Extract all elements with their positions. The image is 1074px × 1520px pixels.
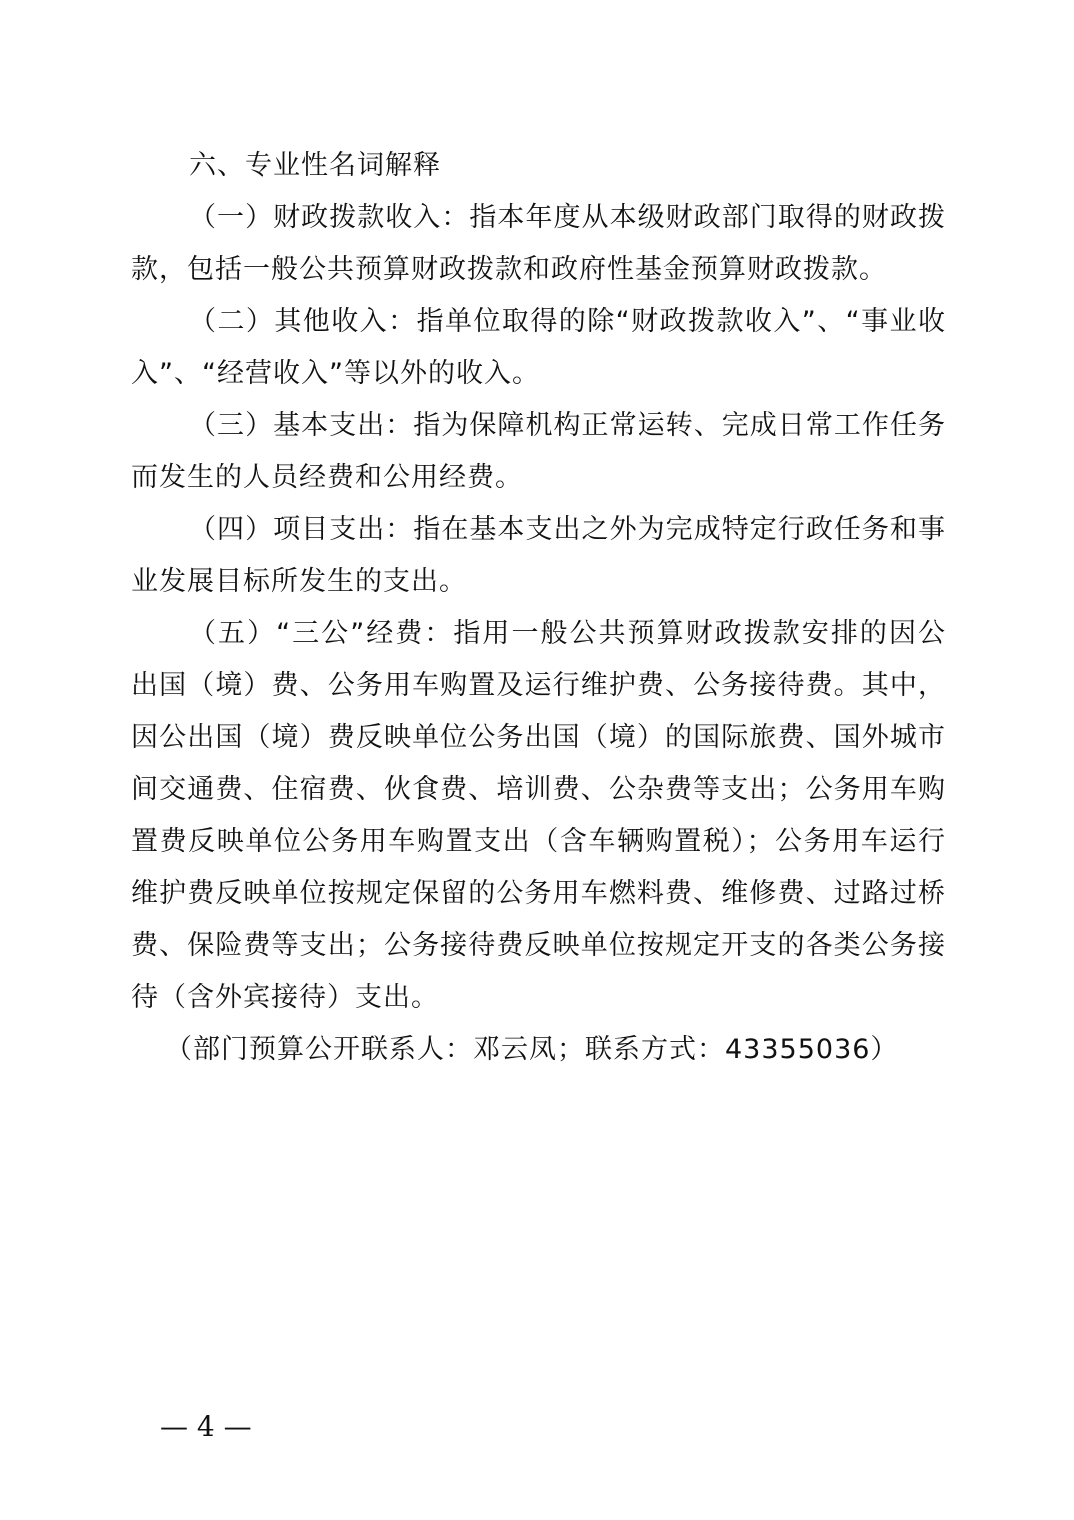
page-number: — 4 — xyxy=(160,1410,252,1443)
paragraph-fiscal-revenue: （一）财政拨款收入：指本年度从本级财政部门取得的财政拨款，包括一般公共预算财政拨款和政府性基金预算财政拨款。 xyxy=(131,202,946,285)
paragraph-basic-expenditure: （三）基本支出：指为保障机构正常运转、完成日常工作任务而发生的人员经费和公用经费。 xyxy=(131,410,946,493)
paragraph-project-expenditure: （四）项目支出：指在基本支出之外为完成特定行政任务和事业发展目标所发生的支出。 xyxy=(131,514,946,597)
paragraph-other-revenue: （二）其他收入：指单位取得的除“财政拨款收入”、“事业收入”、“经营收入”等以外的收入。 xyxy=(131,306,946,389)
section-heading: 六、专业性名词解释 xyxy=(189,150,441,181)
document-body xyxy=(131,140,946,1076)
contact-line: （部门预算公开联系人：邓云凤；联系方式：43355036） xyxy=(165,1034,899,1065)
paragraph-three-public-expenses: （五）“三公”经费：指用一般公共预算财政拨款安排的因公出国（境）费、公务用车购置及运行维护费、公务接待费。其中，因公出国（境）费反映单位公务出国（境）的国际旅费、国外城市间交通费、住宿费、伙食费、培训费、公杂费等支出；公务用车购置费反映单位公务用车购置支出（含车辆购置税）；公务用车运行维护费反映单位按规定保留的公务用车燃料费、维修费、过路过桥费、保险费等支出；公务接待费反映单位按规定开支的各类公务接待（含外宾接待）支出。 xyxy=(131,618,946,1013)
